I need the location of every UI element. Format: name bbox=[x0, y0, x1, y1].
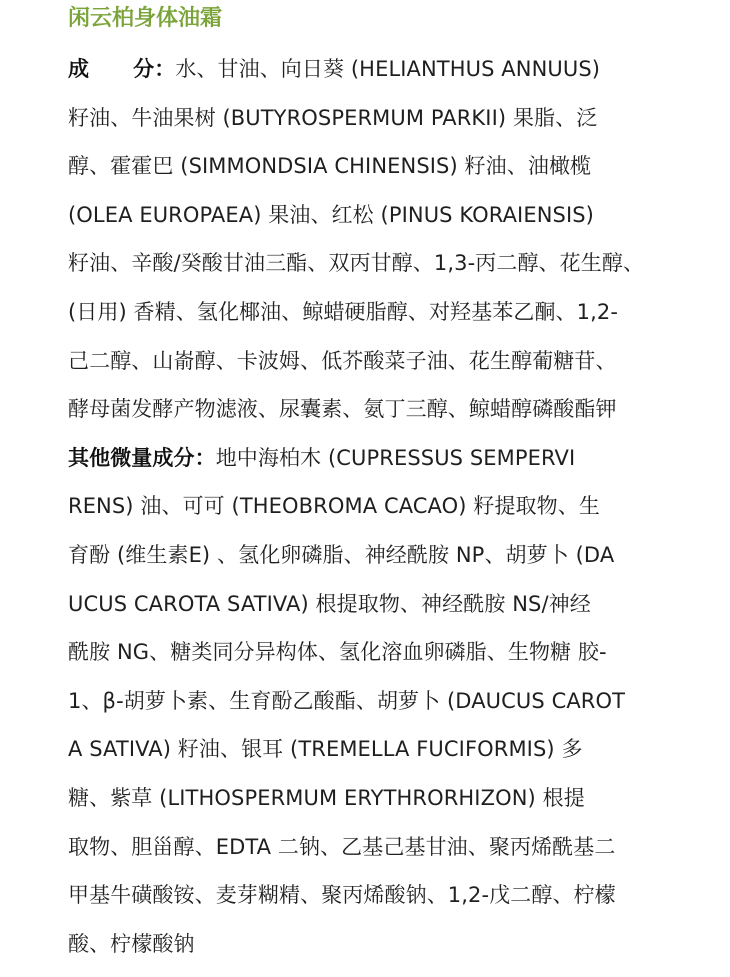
ingredient-line: 1、β-胡萝卜素、生育酚乙酸酯、胡萝卜 (DAUCUS CAROT bbox=[68, 688, 626, 713]
ingredient-text bbox=[68, 45, 708, 968]
ingredient-line: RENS) 油、可可 (THEOBROMA CACAO) 籽提取物、生 bbox=[68, 494, 600, 519]
ingredient-line: A SATIVA) 籽油、银耳 (TREMELLA FUCIFORMIS) 多 bbox=[68, 737, 583, 762]
ingredient-line: 籽油、牛油果树 (BUTYROSPERMUM PARKII) 果脂、泛 bbox=[68, 105, 598, 130]
ingredient-line: 籽油、辛酸/癸酸甘油三酯、双丙甘醇、1,3-丙二醇、花生醇、 bbox=[68, 251, 645, 276]
product-title: 闲云柏身体油霜 bbox=[68, 6, 223, 31]
ingredient-line: 酸、柠檬酸钠 bbox=[68, 931, 195, 956]
ingredients-label-rest: 分： bbox=[133, 57, 176, 81]
ingredient-line: 取物、胆甾醇、EDTA 二钠、乙基己基甘油、聚丙烯酰基二 bbox=[68, 834, 616, 859]
ingredient-line: 甲基牛磺酸铵、麦芽糊精、聚丙烯酸钠、1,2-戊二醇、柠檬 bbox=[68, 883, 616, 908]
ingredients-label-first-char: 成 bbox=[68, 57, 90, 81]
ingredient-line: (OLEA EUROPAEA) 果油、红松 (PINUS KORAIENSIS) bbox=[68, 202, 594, 227]
minor-ingredients-label: 其他微量成分： bbox=[68, 445, 216, 470]
ingredient-line: 酰胺 NG、糖类同分异构体、氢化溶血卵磷脂、生物糖 胶- bbox=[68, 640, 607, 665]
ingredient-line: 糖、紫草 (LITHOSPERMUM ERYTHRORHIZON) 根提 bbox=[68, 785, 585, 810]
ingredient-line: UCUS CAROTA SATIVA) 根提取物、神经酰胺 NS/神经 bbox=[68, 591, 591, 616]
ingredient-line-text: 地中海柏木 (CUPRESSUS SEMPERVI bbox=[215, 445, 576, 470]
ingredient-line: 酵母菌发酵产物滤液、尿囊素、氨丁三醇、鲸蜡醇磷酸酯钾 bbox=[68, 397, 617, 422]
ingredient-line bbox=[68, 45, 708, 94]
ingredient-line: 醇、霍霍巴 (SIMMONDSIA CHINENSIS) 籽油、油橄榄 bbox=[68, 154, 592, 179]
ingredient-line: 育酚 (维生素E) 、氢化卵磷脂、神经酰胺 NP、胡萝卜 (DA bbox=[68, 542, 615, 567]
ingredient-line: (日用) 香精、氢化椰油、鲸蜡硬脂醇、对羟基苯乙酮、1,2- bbox=[68, 299, 619, 324]
ingredient-line bbox=[68, 434, 708, 483]
ingredient-line-text: 水、甘油、向日葵 (HELIANTHUS ANNUUS) bbox=[175, 57, 601, 81]
ingredient-line: 己二醇、山嵛醇、卡波姆、低芥酸菜子油、花生醇葡糖苷、 bbox=[68, 348, 617, 373]
